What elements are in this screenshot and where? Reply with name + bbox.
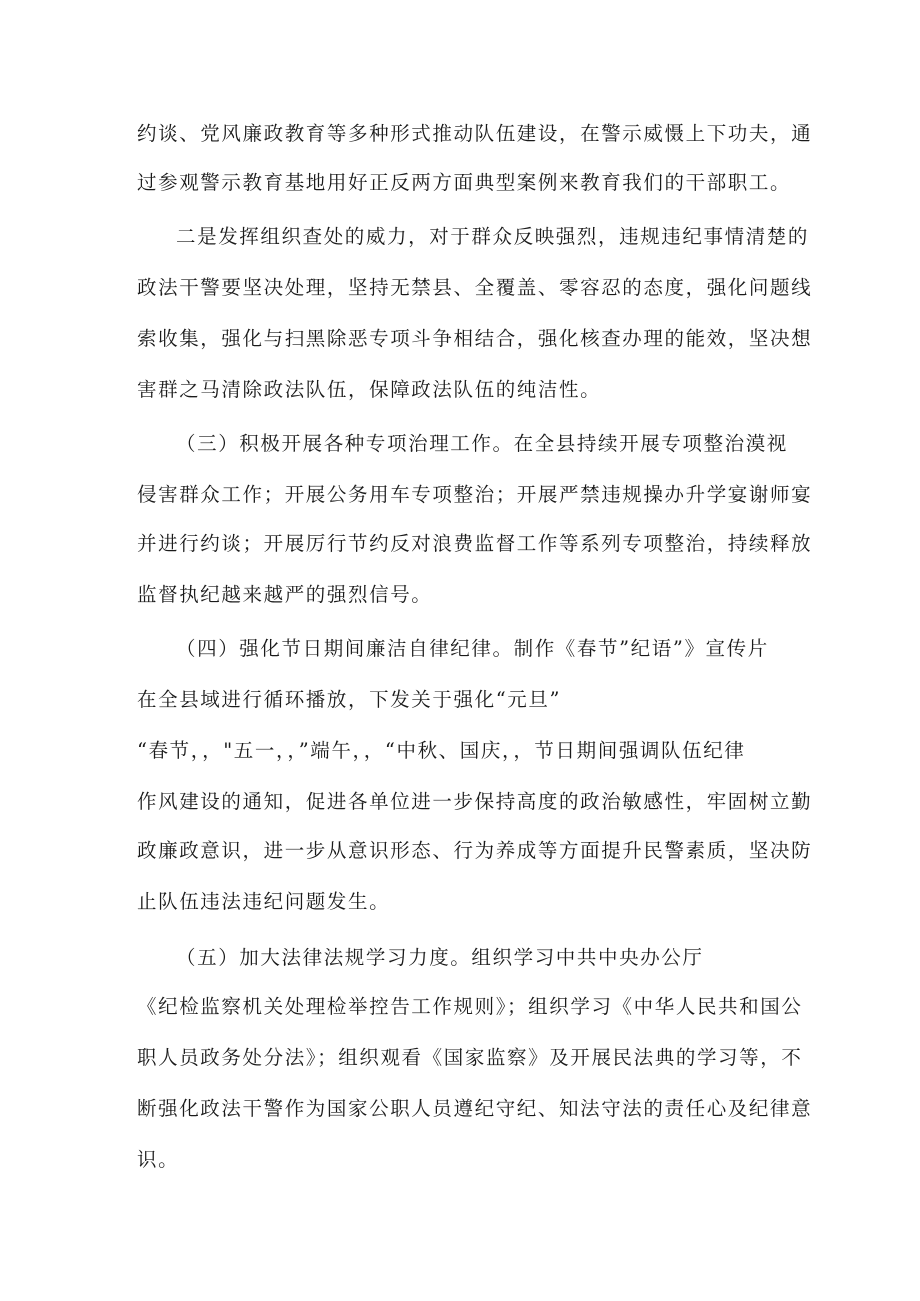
text-line: 二是发挥组织查处的威力，对于群众反映强烈，违规违纪事情清楚的	[176, 225, 810, 248]
text-line: 止队伍违法违纪问题发生。	[137, 890, 391, 913]
text-line: 断强化政法干警作为国家公职人员遵纪守纪、知法守法的责任心及纪律意	[137, 1097, 813, 1120]
text-line: 害群之马清除政法队伍，保障政法队伍的纯洁性。	[137, 378, 602, 401]
text-line: （四）强化节日期间廉洁自律纪律。制作《春节”纪语”》宣传片	[176, 637, 769, 660]
text-line: “春节，，"五一，，”端午，，“中秋、国庆，，节日期间强调队伍纪律	[137, 739, 746, 762]
text-line: 《纪检监察机关处理检举控告工作规则》；组织学习《中华人民共和国公	[137, 995, 803, 1018]
text-line: 作风建设的通知，促进各单位进一步保持高度的政治敏感性，牢固树立勤	[137, 790, 813, 813]
text-line: 职人员政务处分法》；组织观看《国家监察》及开展民法典的学习等，不	[137, 1046, 803, 1069]
text-line: 监督执纪越来越严的强烈信号。	[137, 583, 433, 606]
text-line: （三）积极开展各种专项治理工作。在全县持续开展专项整治漠视	[176, 432, 788, 455]
text-line: 政法干警要坚决处理，坚持无禁县、全覆盖、零容忍的态度，强化问题线	[137, 276, 813, 299]
text-line: 识。	[137, 1148, 180, 1171]
text-line: 过参观警示教育基地用好正反两方面典型案例来教育我们的干部职工。	[137, 171, 792, 194]
text-line: 政廉政意识，进一步从意识形态、行为养成等方面提升民警素质，坚决防	[137, 839, 813, 862]
text-line: 在全县域进行循环播放，下发关于强化“元旦”	[137, 688, 562, 711]
text-line: 侵害群众工作；开展公务用车专项整治；开展严禁违规操办升学宴谢师宴	[137, 483, 813, 506]
text-line: 并进行约谈；开展厉行节约反对浪费监督工作等系列专项整治，持续释放	[137, 532, 813, 555]
text-line: （五）加大法律法规学习力度。组织学习中共中央办公厅	[176, 946, 704, 969]
text-line: 索收集，强化与扫黑除恶专项斗争相结合，强化核查办理的能效，坚决想	[137, 327, 813, 350]
text-line: 约谈、党风廉政教育等多种形式推动队伍建设，在警示威慑上下功夫，通	[137, 122, 813, 145]
